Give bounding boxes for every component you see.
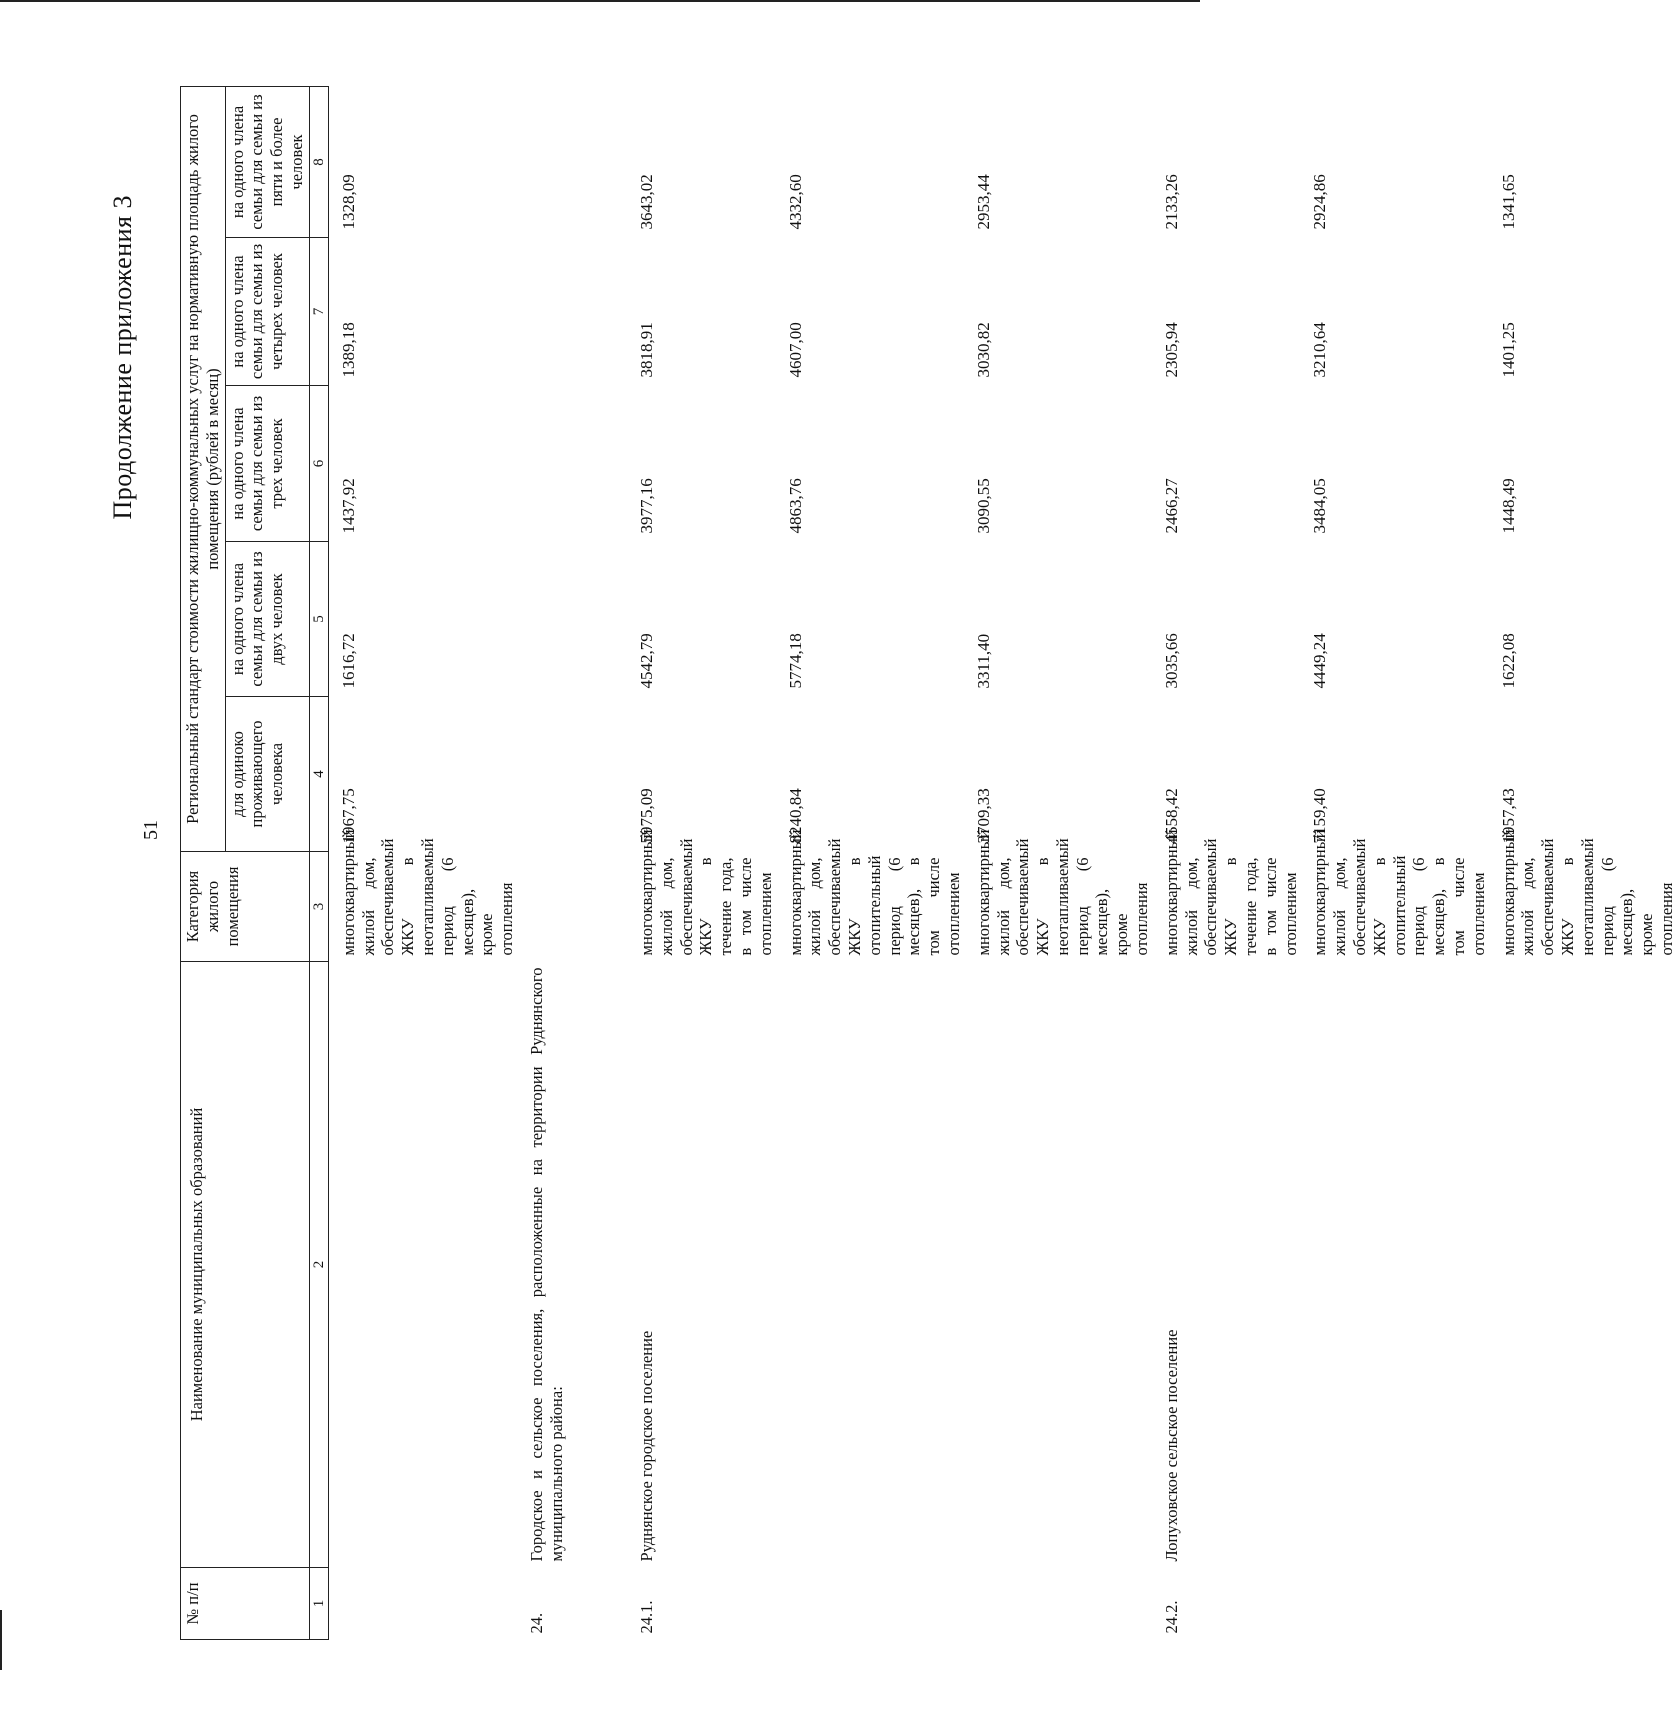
value-four: 3818,91 <box>636 322 656 378</box>
value-four <box>517 238 627 386</box>
table-row <box>1300 86 1488 1639</box>
value-single: 3709,33 <box>973 788 993 844</box>
header-name: Наименование муниципальных образований <box>181 962 310 1568</box>
row-name <box>776 962 964 1568</box>
row-number <box>964 1568 1152 1640</box>
continuation-heading: Продолжение приложения 3 <box>108 195 137 520</box>
row-number: 24.2. <box>1161 1600 1181 1634</box>
row-number <box>1489 1568 1677 1640</box>
table-row <box>1152 86 1301 1639</box>
table-row <box>517 86 627 1639</box>
value-two: 1616,72 <box>338 633 358 689</box>
col-number-1: 1 <box>309 1568 328 1640</box>
row-name: Городское и сельское поселения, расположенные на территории Руднянского муниципального района: <box>526 967 566 1562</box>
value-two: 3311,40 <box>973 633 993 689</box>
subheader-single: для одиноко проживающего человека <box>225 697 309 852</box>
value-two <box>517 542 627 697</box>
value-two: 1622,08 <box>1498 633 1518 689</box>
value-four: 3030,82 <box>973 322 993 378</box>
col-number-3: 3 <box>309 852 328 962</box>
row-name <box>1489 962 1677 1568</box>
table-row <box>627 86 776 1639</box>
row-number: 24. <box>526 1612 546 1634</box>
row-name <box>1300 962 1488 1568</box>
row-category <box>517 852 627 962</box>
value-three <box>517 386 627 542</box>
value-five: 2133,26 <box>1161 174 1181 230</box>
value-five: 2924,86 <box>1310 174 1330 230</box>
value-five: 2953,44 <box>973 174 993 230</box>
value-five: 4332,60 <box>785 174 805 230</box>
value-four: 2305,94 <box>1161 322 1181 378</box>
header-no: № п/п <box>181 1568 310 1640</box>
col-number-2: 2 <box>309 962 328 1568</box>
row-category: многоквартирный жилой дом, обеспечиваемый ЖКУ в течение года, в том числе отоплением <box>636 829 775 956</box>
value-four: 1389,18 <box>338 322 358 378</box>
col-number-6: 6 <box>309 386 328 542</box>
row-category: многоквартирный жилой дом, обеспечиваемый ЖКУ в отопительный период (6 месяцев), в том числе отоплением <box>1310 829 1488 956</box>
value-four: 4607,00 <box>785 322 805 378</box>
value-three: 4863,76 <box>785 478 805 534</box>
table-row <box>964 86 1152 1639</box>
value-single: 7159,40 <box>1310 788 1330 844</box>
value-three: 3090,55 <box>973 478 993 534</box>
row-number <box>1300 1568 1488 1640</box>
scan-edge-left <box>0 1610 2 1670</box>
value-two: 4449,24 <box>1310 633 1330 689</box>
value-two: 4542,79 <box>636 633 656 689</box>
value-single: 1957,43 <box>1498 788 1518 844</box>
header-standard: Региональный стандарт стоимости жилищно-коммунальных услуг на нормативную площадь жилого помещения (рублей в месяц) <box>181 86 226 851</box>
value-five: 1341,65 <box>1498 174 1518 230</box>
table-row <box>328 86 517 1639</box>
row-category: многоквартирный жилой дом, обеспечиваемый ЖКУ в неотапливаемый период (6 месяцев), кроме отопления <box>973 829 1152 956</box>
value-five: 1328,09 <box>338 174 358 230</box>
row-category: многоквартирный жилой дом, обеспечиваемый ЖКУ в течение года, в том числе отоплением <box>1161 829 1300 956</box>
col-number-7: 7 <box>309 238 328 386</box>
table-row <box>776 86 964 1639</box>
row-name <box>964 962 1152 1568</box>
value-single <box>517 697 627 852</box>
row-name <box>328 962 517 1568</box>
subheader-three: на одного члена семьи для семьи из трех человек <box>225 386 309 542</box>
row-number <box>328 1568 517 1640</box>
col-number-5: 5 <box>309 542 328 697</box>
value-three: 1448,49 <box>1498 478 1518 534</box>
row-name: Руднянское городское поселение <box>636 1330 656 1562</box>
value-single: 5975,09 <box>636 788 656 844</box>
scan-edge-top <box>0 0 1200 2</box>
rotated-page <box>108 40 1676 1640</box>
value-three: 3977,16 <box>636 478 656 534</box>
value-four: 1401,25 <box>1498 322 1518 378</box>
value-five: 3643,02 <box>636 174 656 230</box>
row-name: Лопуховское сельское поселение <box>1161 1329 1181 1562</box>
table-row <box>1489 86 1677 1639</box>
row-number <box>776 1568 964 1640</box>
value-four: 3210,64 <box>1310 322 1330 378</box>
row-category: многоквартирный жилой дом, обеспечиваемый ЖКУ в отопительный период (6 месяцев), в том числе отоплением <box>785 829 963 956</box>
value-three: 2466,27 <box>1161 478 1181 534</box>
subheader-four: на одного члена семьи для семьи из четырех человек <box>225 238 309 386</box>
value-five <box>517 86 627 237</box>
subheader-five: на одного члена семьи для семьи из пяти и более человек <box>225 86 309 237</box>
row-number: 24.1. <box>636 1600 656 1634</box>
col-number-4: 4 <box>309 697 328 852</box>
page-number: 51 <box>140 820 162 840</box>
row-category: многоквартирный жилой дом, обеспечиваемый ЖКУ в неотапливаемый период (6 месяцев), кроме отопления <box>338 829 517 956</box>
col-number-8: 8 <box>309 86 328 237</box>
header-category: Категория жилого помещения <box>181 852 310 962</box>
standard-table <box>180 86 1677 1640</box>
value-two: 5774,18 <box>785 633 805 689</box>
value-two: 3035,66 <box>1161 633 1181 689</box>
value-three: 3484,05 <box>1310 478 1330 534</box>
value-single: 4558,42 <box>1161 788 1181 844</box>
value-three: 1437,92 <box>338 478 358 534</box>
row-category: многоквартирный жилой дом, обеспечиваемый ЖКУ в неотапливаемый период (6 месяцев), кроме отопления <box>1498 829 1676 956</box>
value-single: 8240,84 <box>785 788 805 844</box>
value-single: 1967,75 <box>338 788 358 844</box>
subheader-two: на одного члена семьи для семьи из двух человек <box>225 542 309 697</box>
